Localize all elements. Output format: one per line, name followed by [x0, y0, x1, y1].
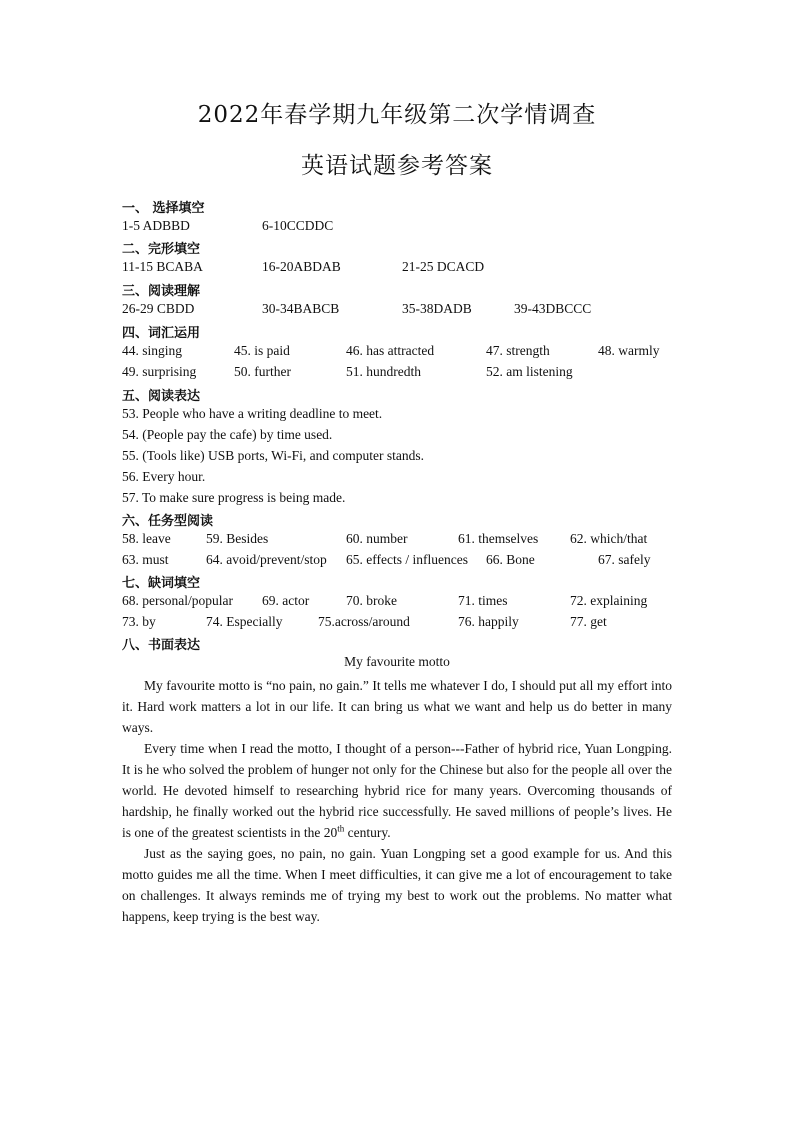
ordinal-suffix: th: [337, 823, 345, 834]
answer-item: 50. further: [234, 364, 291, 379]
answer-item: 59. Besides: [206, 531, 269, 546]
answer-item: 77. get: [570, 614, 607, 629]
answer-line: 55. (Tools like) USB ports, Wi-Fi, and computer stands.: [122, 448, 424, 463]
answer-item: 6-10CCDDC: [262, 218, 334, 233]
answer-item: 35-38DADB: [402, 301, 472, 316]
answer-item: 65. effects / influences: [346, 552, 468, 567]
answer-item: 26-29 CBDD: [122, 301, 195, 316]
answer-line: 57. To make sure progress is being made.: [122, 490, 346, 505]
essay-text: century.: [344, 825, 391, 840]
essay-paragraph: My favourite motto is “no pain, no gain.” It tells me whatever I do, I should put all my effort into it. Hard work matters a lot in our life. It can bring us what we want and help us do better in many ways.: [122, 678, 672, 735]
answer-item: 72. explaining: [570, 593, 648, 608]
answer-line: 54. (People pay the cafe) by time used.: [122, 427, 333, 442]
answer-item: 49. surprising: [122, 364, 197, 379]
answer-item: 46. has attracted: [346, 343, 435, 358]
answer-item: 58. leave: [122, 531, 171, 546]
essay-title: My favourite motto: [344, 654, 450, 669]
answer-item: 47. strength: [486, 343, 550, 358]
answer-item: 48. warmly: [598, 343, 660, 358]
answer-item: 44. singing: [122, 343, 183, 358]
answer-item: 63. must: [122, 552, 169, 567]
answer-item: 69. actor: [262, 593, 310, 608]
section-heading-vocabulary: 四、词汇运用: [122, 326, 201, 341]
answer-item: 75.across/around: [318, 614, 410, 629]
answer-item: 64. avoid/prevent/stop: [206, 552, 327, 567]
section-heading-task-reading: 六、任务型阅读: [122, 514, 214, 529]
answer-item: 73. by: [122, 614, 156, 629]
answer-item: 62. which/that: [570, 531, 648, 546]
answer-item: 51. hundredth: [346, 364, 421, 379]
answer-key-title: 英语试题参考答案: [301, 153, 493, 179]
answer-item: 11-15 BCABA: [122, 259, 203, 274]
answer-item: 70. broke: [346, 593, 397, 608]
answer-item: 76. happily: [458, 614, 519, 629]
answer-item: 16-20ABDAB: [262, 259, 341, 274]
answer-line: 56. Every hour.: [122, 469, 206, 484]
section-heading-writing: 八、书面表达: [122, 638, 201, 653]
section-heading-reading-expression: 五、阅读表达: [122, 389, 201, 404]
essay-body: [122, 675, 672, 927]
answer-item: 21-25 DCACD: [402, 259, 485, 274]
essay-text: Every time when I read the motto, I thought of a person---Father of hybrid rice, Yuan Longping. It is he who solved the problem of hunger not only for the Chinese but also for the people all over the world. He devoted himself to researching hybrid rice for many years. Overcoming thousands of hardship, he finally worked out the hybrid rice successfully. He saved millions of people’s lives. He is one of the greatest scientists in the 20: [122, 741, 672, 840]
answer-item: 45. is paid: [234, 343, 290, 358]
answer-item: 71. times: [458, 593, 508, 608]
answer-item: 66. Bone: [486, 552, 535, 567]
answer-item: 67. safely: [598, 552, 651, 567]
section-heading-word-filling: 七、缺词填空: [122, 576, 201, 591]
answer-item: 61. themselves: [458, 531, 539, 546]
essay-paragraph: [122, 738, 672, 843]
exam-title: 2022年春学期九年级第二次学情调查: [197, 102, 597, 128]
answer-item: 52. am listening: [486, 364, 573, 379]
answer-item: 60. number: [346, 531, 408, 546]
answer-item: 68. personal/popular: [122, 593, 233, 608]
answer-item: 74. Especially: [206, 614, 283, 629]
answer-item: 30-34BABCB: [262, 301, 340, 316]
answer-line: 53. People who have a writing deadline to meet.: [122, 406, 383, 421]
answer-item: 39-43DBCCC: [514, 301, 592, 316]
section-heading-reading: 三、阅读理解: [122, 284, 201, 299]
answer-item: 1-5 ADBBD: [122, 218, 190, 233]
section-heading-cloze: 二、完形填空: [122, 242, 201, 257]
section-heading-multiple-choice: 一、 选择填空: [122, 201, 205, 216]
essay-paragraph: Just as the saying goes, no pain, no gain. Yuan Longping set a good example for us. And this motto guides me all the time. When I meet difficulties, it can give me a lot of encouragement to take on challenges. It always reminds me of trying my best to work out the problems. No matter what happens, keep trying is the best way.: [122, 846, 672, 924]
